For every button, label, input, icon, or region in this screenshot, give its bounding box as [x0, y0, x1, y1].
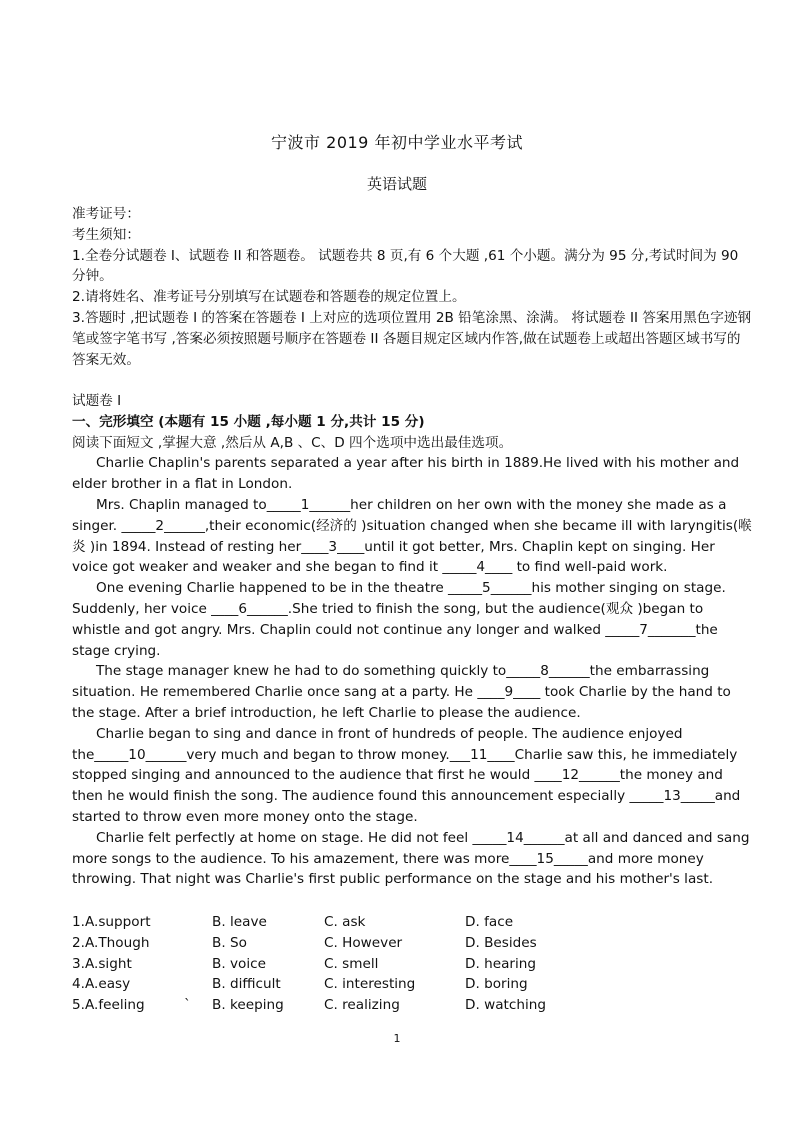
instruction-item: 3.答题时 ,把试题卷 I 的答案在答题卷 I 上对应的选项位置用 2B 铅笔涂黑、涂满。 将试题卷 II 答案用黑色字迹钢笔或签字笔书写 ,答案必须按照题号顺序在答题卷 II 各题目规定区域内作答,做在试题卷上或超出答题区域书写的答案无效。	[72, 309, 752, 368]
option-row	[72, 974, 752, 995]
option-b: B. voice	[212, 955, 266, 972]
option-a: 3.A.sight	[72, 955, 132, 972]
option-d: D. face	[465, 914, 514, 930]
option-row	[72, 954, 752, 975]
option-a: 5.A.feeling	[72, 997, 145, 1014]
exam-subtitle: 英语试题	[366, 175, 427, 193]
option-c: C. smell	[324, 955, 379, 972]
stray-mark: `	[184, 997, 191, 1014]
option-c: C. realizing	[324, 997, 400, 1014]
passage-paragraph: Charlie Chaplin's parents separated a year after his birth in 1889.He lived with his mother and elder brother in a flat in London.	[72, 455, 740, 493]
option-d: D. boring	[465, 976, 528, 993]
option-c: C. ask	[324, 914, 366, 930]
option-c: C. interesting	[324, 976, 416, 993]
option-row	[72, 995, 752, 1016]
option-b: B. So	[212, 934, 247, 951]
instruction-item: 1.全卷分试题卷 I、试题卷 II 和答题卷。 试题卷共 8 页,有 6 个大题 ,61 个小题。满分为 95 分,考试时间为 90 分钟。	[72, 247, 739, 285]
part-title: 一、完形填空 (本题有 15 小题 ,每小题 1 分,共计 15 分)	[72, 413, 425, 430]
option-a: 2.A.Though	[72, 934, 150, 951]
option-d: D. Besides	[465, 934, 537, 951]
option-a: 1.A.support	[72, 914, 151, 930]
paper-label: 试题卷 I	[72, 393, 122, 409]
option-b: B. difficult	[212, 976, 281, 993]
instructions-heading: 考生须知：	[72, 226, 140, 243]
option-d: D. watching	[465, 997, 546, 1014]
option-c: C. However	[324, 934, 403, 951]
options-list	[72, 912, 752, 1016]
directions: 阅读下面短文 ,掌握大意 ,然后从 A,B 、C、D 四个选项中选出最佳选项。	[72, 434, 513, 451]
option-d: D. hearing	[465, 955, 537, 972]
passage-paragraph: One evening Charlie happened to be in the theatre _____5______his mother singing on stage. Suddenly, her voice ____6______.She tried to finish the song, but the audience(观众 )began to whistle and got angry. Mrs. Chaplin could not continue any longer and walked _____7_______the stage crying.	[72, 580, 726, 659]
passage-paragraph: Charlie began to sing and dance in front of hundreds of people. The audience enjoyed the_____10______very much and began to throw money.___11____Charlie saw this, he immediately stopped singing and announced to the audience that first he would ____12______the money and then he would finish the song. The audience found this announcement especially _____13_____and started to throw even more money onto the stage.	[72, 725, 741, 825]
section-block	[72, 391, 752, 890]
instruction-item: 2.请将姓名、准考证号分别填写在试题卷和答题卷的规定位置上。	[72, 289, 466, 306]
passage-paragraph: The stage manager knew he had to do something quickly to_____8______the embarrassing situation. He remembered Charlie once sang at a party. He ____9____ took Charlie by the hand to the stage. After a brief introduction, he left Charlie to please the audience.	[72, 663, 731, 721]
exam-title: 宁波市 2019 年初中学业水平考试	[271, 133, 523, 152]
option-row	[72, 912, 752, 933]
page-number: 1	[393, 1032, 401, 1045]
option-b: B. leave	[212, 914, 267, 930]
option-row	[72, 933, 752, 954]
exam-id-label: 准考证号：	[72, 206, 140, 222]
passage-paragraph: Mrs. Chaplin managed to_____1______her children on her own with the money she made as a singer. _____2______,their economic(经济的 )situation changed when she became ill with laryngitis(喉炎 )in 1894. Instead of resting her____3____until it got better, Mrs. Chaplin kept on singing. Her voice got weaker and weaker and she began to find it _____4____ to find well-paid work.	[72, 496, 752, 576]
option-b: B. keeping	[212, 997, 284, 1014]
notice-block	[72, 204, 752, 370]
option-a: 4.A.easy	[72, 976, 131, 993]
passage-paragraph: Charlie felt perfectly at home on stage. He did not feel _____14______at all and danced and sang more songs to the audience. To his amazement, there was more____15_____and more money throwing. That night was Charlie's first public performance on the stage and his mother's last.	[72, 829, 750, 888]
